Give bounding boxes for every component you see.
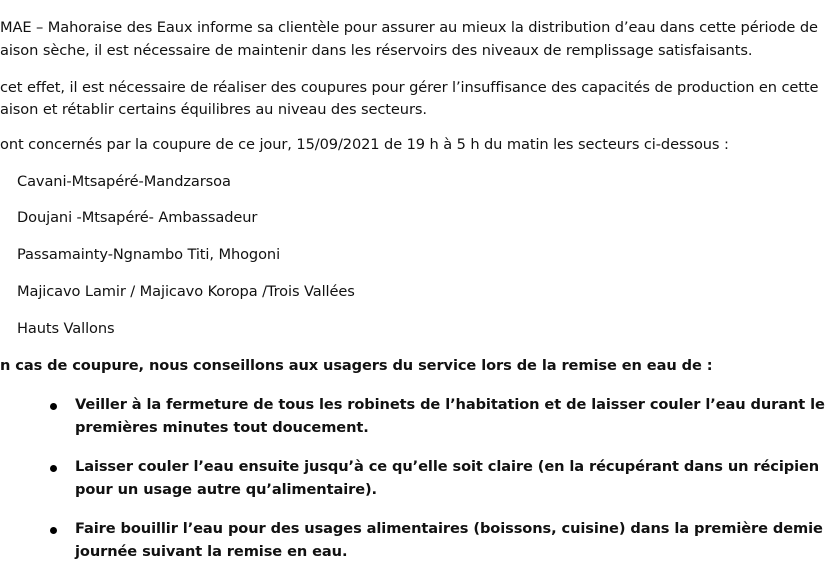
bullet-dot-icon — [50, 403, 57, 410]
bullet-dot-icon — [50, 527, 57, 534]
sector-item: Majicavo Lamir / Majicavo Koropa /Trois Vallées — [17, 283, 355, 300]
reason-paragraph-line-1: cet effet, il est nécessaire de réaliser des coupures pour gérer l’insuffisance des capacités de production en cette — [0, 79, 819, 96]
bullet-dot-icon — [50, 465, 57, 472]
intro-paragraph-line-1: MAE – Mahoraise des Eaux informe sa clientèle pour assurer au mieux la distribution d’eau dans cette période de — [0, 19, 818, 36]
reason-paragraph-line-2: aison et rétablir certains équilibres au niveau des secteurs. — [0, 101, 427, 118]
sector-item: Hauts Vallons — [17, 320, 115, 337]
advice-item-line: pour un usage autre qu’alimentaire). — [75, 481, 377, 498]
sector-item: Passamainty-Ngnambo Titi, Mhogoni — [17, 246, 281, 263]
advice-item-line: journée suivant la remise en eau. — [75, 543, 348, 560]
advice-item-line: Laisser couler l’eau ensuite jusqu’à ce qu’elle soit claire (en la récupérant dans un récipien — [75, 458, 820, 475]
advice-item-line: Faire bouillir l’eau pour des usages alimentaires (boissons, cuisine) dans la première demie — [75, 520, 823, 537]
sector-item: Doujani -Mtsapéré- Ambassadeur — [17, 209, 258, 226]
advice-item-line: Veiller à la fermeture de tous les robinets de l’habitation et de laisser couler l’eau durant le — [75, 396, 825, 413]
advice-heading: n cas de coupure, nous conseillons aux usagers du service lors de la remise en eau de : — [0, 357, 713, 374]
advice-item-line: premières minutes tout doucement. — [75, 419, 369, 436]
schedule-paragraph: ont concernés par la coupure de ce jour, 15/09/2021 de 19 h à 5 h du matin les secteurs ci-dessous : — [0, 136, 729, 153]
sector-item: Cavani-Mtsapéré-Mandzarsoa — [17, 173, 231, 190]
intro-paragraph-line-2: aison sèche, il est nécessaire de maintenir dans les réservoirs des niveaux de remplissage satisfaisants. — [0, 42, 753, 59]
